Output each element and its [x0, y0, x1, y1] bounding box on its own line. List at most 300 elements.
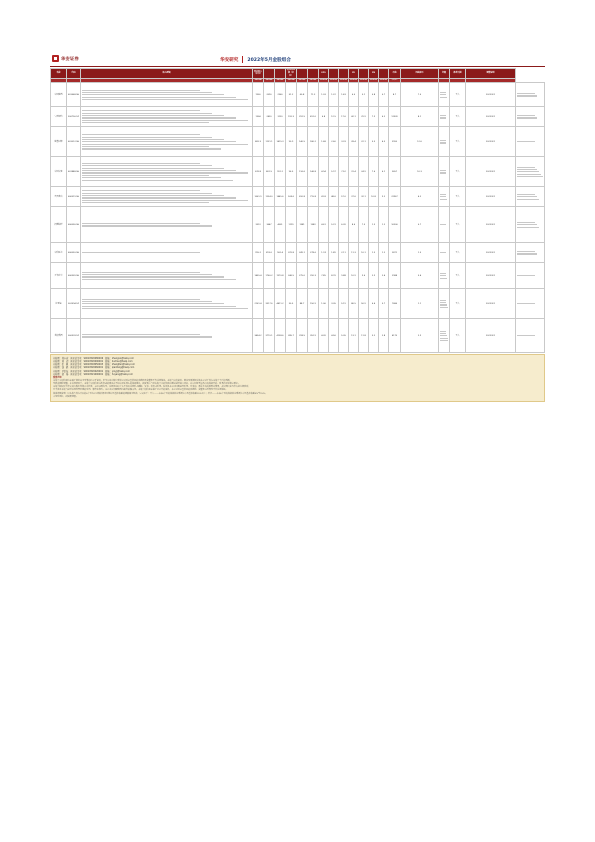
metric-cell: 7.9	[369, 107, 379, 127]
stock-code: 002594.SZ	[67, 289, 81, 319]
recommend-date: 2022/5/1	[466, 207, 516, 243]
metric-cell: 90.9	[286, 127, 297, 157]
change-note	[516, 107, 545, 127]
metric-cell: 2.9	[401, 319, 439, 353]
header-cell	[339, 69, 349, 79]
stock-name: 美的集团	[51, 319, 67, 353]
header-cell	[264, 69, 275, 79]
text-line	[82, 193, 213, 194]
text-line	[82, 252, 201, 253]
core-logic	[81, 187, 253, 207]
text-line	[440, 172, 447, 173]
text-line	[440, 92, 446, 93]
text-line	[440, 302, 447, 303]
metric-cell: 8.7	[389, 83, 401, 107]
metric-cell: 8.6	[349, 207, 359, 243]
risk-note	[439, 319, 450, 353]
metric-cell: 1.03	[319, 83, 329, 107]
subheader-cell: （亿元）	[390, 79, 399, 82]
metric-cell: 3770.1	[264, 319, 275, 353]
metric-cell: 7.5	[359, 207, 369, 243]
analyst-line: 分析师：胡 杨 执业证书号：S0010521090001 邮箱：huyang@hazq.com	[53, 372, 133, 376]
risk-note	[439, 127, 450, 157]
table-row	[51, 207, 545, 243]
header-cell: 风险提示	[401, 69, 439, 79]
text-line	[82, 117, 237, 118]
metric-cell: 1.1	[401, 289, 439, 319]
metric-cell: 1381	[297, 207, 308, 243]
subheader-cell: 2023E	[340, 79, 347, 82]
core-logic	[81, 319, 253, 353]
metric-cell: 8.76	[329, 263, 339, 289]
metric-cell: 1970.8	[275, 263, 286, 289]
stock-name: 比亚迪	[51, 289, 67, 319]
text-line	[82, 180, 233, 181]
metric-cell: 1061.9	[253, 187, 264, 207]
metric-cell: 3.05	[329, 289, 339, 319]
metric-cell: 2090	[264, 83, 275, 107]
stock-table	[50, 68, 545, 353]
text-line	[82, 139, 225, 140]
metric-cell: 140.5	[297, 127, 308, 157]
text-line	[517, 275, 536, 276]
metric-cell: 2.11	[339, 243, 349, 263]
metric-cell: 1.74	[319, 243, 329, 263]
text-line	[82, 172, 248, 173]
disclaimer-line: 市场有风险，投资需谨慎。	[53, 395, 78, 398]
text-line	[517, 95, 538, 96]
core-logic	[81, 243, 253, 263]
metric-cell: 3657	[389, 157, 401, 187]
table-row	[51, 107, 545, 127]
metric-cell: 7.0	[401, 83, 439, 107]
table-header-row-1	[51, 69, 545, 79]
stock-code: 600519.SH	[67, 187, 81, 207]
core-logic	[81, 157, 253, 187]
subheader-cell: 2022E	[330, 79, 337, 82]
text-line	[517, 194, 536, 195]
text-line	[82, 301, 213, 302]
recommend-date: 2022/5/1	[466, 107, 516, 127]
text-line	[517, 253, 538, 254]
text-line	[82, 148, 221, 149]
metric-cell: 10.1	[359, 243, 369, 263]
report-title	[220, 56, 291, 63]
text-line	[440, 278, 447, 279]
metric-cell: 5.97	[329, 157, 339, 187]
analyst-line: 分析师：尹沿技 执业证书号：S0010520020001 邮箱：yinyj@hazq.com	[53, 369, 130, 373]
header-cell: 推荐日期	[450, 69, 466, 79]
metric-cell: 1900	[253, 83, 264, 107]
report-footer	[50, 354, 545, 401]
metric-cell: 2.9	[369, 263, 379, 289]
metric-cell: 6.0	[349, 83, 359, 107]
text-line	[517, 117, 538, 118]
text-line	[82, 137, 213, 138]
stock-name: 招商银行	[51, 207, 67, 243]
metric-cell: 813.0	[264, 243, 275, 263]
header-cell: 营业收入（亿元）	[253, 69, 264, 79]
disclaimer-title: 重要声明：	[53, 377, 64, 380]
text-line	[82, 197, 237, 198]
text-line	[82, 144, 248, 145]
metric-cell: 1.5	[401, 243, 439, 263]
metric-cell: 4.09	[319, 319, 329, 353]
rating: 买入	[450, 243, 466, 263]
metric-cell: 1199	[286, 207, 297, 243]
metric-cell: 246.5	[286, 263, 297, 289]
change-note	[516, 263, 545, 289]
metric-cell: 1304	[253, 107, 264, 127]
text-line	[82, 163, 201, 164]
recommend-date: 2022/5/1	[466, 263, 516, 289]
text-line	[82, 177, 221, 178]
table-row	[51, 157, 545, 187]
metric-cell: 318.5	[297, 319, 308, 353]
metric-cell: 1.22	[329, 83, 339, 107]
metric-cell: 32.1	[359, 187, 369, 207]
core-logic	[81, 107, 253, 127]
rating: 买入	[450, 83, 466, 107]
metric-cell: 809.3	[253, 127, 264, 157]
metric-cell: 1445.6	[275, 187, 286, 207]
metric-cell: 278.6	[308, 243, 319, 263]
recommend-date: 2022/5/1	[466, 157, 516, 187]
disclaimer-line: 且不得对本报告进行任何有悖原意的引用、删节和修改。本公司在知晓范围内履行披露义务。本报告的信息来源于已公开的资料，本公司对这些信息的准确性、完整性或可靠性不作任何保证。	[53, 389, 228, 392]
metric-cell: 2.60	[329, 127, 339, 157]
rating: 买入	[450, 157, 466, 187]
metric-cell: 1.89	[329, 243, 339, 263]
metric-cell: 41.8	[319, 187, 329, 207]
title-divider	[242, 56, 243, 63]
text-line	[82, 272, 201, 273]
metric-cell: 50.9	[359, 289, 369, 319]
disclaimer-line: 投资评级说明：以本报告发布日后的6个月内公司股价相对同期市场基准指数的涨跌幅为标准，定义如下：买入——未来6个月的投资收益率领先市场基准指数15%以上；增持——未来6个月的投资收益率领先市场基准指数5%至15%。	[53, 392, 267, 395]
rating: 买入	[450, 289, 466, 319]
metric-cell: 12.6	[401, 127, 439, 157]
metric-cell: 310.3	[308, 263, 319, 289]
metric-cell: 1.06	[319, 289, 329, 319]
text-line	[82, 122, 209, 123]
risk-note	[439, 187, 450, 207]
text-line	[82, 141, 237, 142]
text-line	[517, 93, 536, 94]
metric-cell: 352.9	[308, 319, 319, 353]
header-cell: 归母净利润（亿元）	[286, 69, 295, 77]
change-note	[516, 83, 545, 107]
stock-code: 600309.SH	[67, 263, 81, 289]
metric-cell: 991.2	[275, 157, 286, 187]
metric-cell: 2871	[389, 243, 401, 263]
rating: 买入	[450, 207, 466, 243]
stock-name: 万华化学	[51, 263, 67, 289]
recommend-date: 2022/5/1	[466, 127, 516, 157]
metric-cell: 1.68	[319, 127, 329, 157]
text-line	[82, 113, 213, 114]
metric-cell: 29.9	[359, 107, 369, 127]
metric-cell: 6.09	[339, 207, 349, 243]
metric-cell: 4.94	[319, 157, 329, 187]
text-line	[82, 223, 201, 224]
text-line	[82, 115, 225, 116]
metric-cell: 275.0	[297, 263, 308, 289]
text-line	[517, 174, 541, 175]
metric-cell: 10200	[389, 207, 401, 243]
metric-cell: 12.5	[329, 107, 339, 127]
rating: 买入	[450, 319, 466, 353]
metric-cell: 9.88	[339, 263, 349, 289]
metric-cell: 4.3	[379, 127, 389, 157]
table-body	[51, 83, 545, 353]
metric-cell: 765.2	[253, 243, 264, 263]
text-line	[82, 279, 237, 280]
metric-cell: 22967	[389, 187, 401, 207]
table-row	[51, 243, 545, 263]
text-line	[440, 115, 446, 116]
core-logic	[81, 263, 253, 289]
stock-code: 601012.SH	[67, 127, 81, 157]
recommend-date: 2022/5/1	[466, 243, 516, 263]
metric-cell: 57.0	[339, 187, 349, 207]
text-line	[440, 252, 446, 253]
text-line	[82, 175, 209, 176]
metric-cell: 3120	[275, 107, 286, 127]
text-line	[517, 335, 536, 336]
text-line	[517, 303, 536, 304]
rating: 买入	[450, 107, 466, 127]
header-cell: EPS	[319, 69, 329, 79]
text-line	[440, 275, 447, 276]
metric-cell: 7.85	[319, 263, 329, 289]
metric-cell: 3.33	[339, 127, 349, 157]
recommend-date: 2022/5/1	[466, 83, 516, 107]
header-cell: 评级	[439, 69, 450, 79]
metric-cell: 249.1	[297, 243, 308, 263]
metric-cell: 8.1	[401, 107, 439, 127]
text-line	[82, 274, 213, 275]
metric-cell: 1415.3	[275, 127, 286, 157]
metric-cell: 6.1	[379, 157, 389, 187]
subheader-cell: 2021A	[319, 79, 328, 82]
metric-cell: 116.6	[297, 157, 308, 187]
text-line	[82, 334, 201, 335]
text-line	[517, 115, 536, 116]
text-line	[82, 225, 213, 226]
table-row	[51, 319, 545, 353]
subheader-cell: 2023E	[380, 79, 387, 82]
metric-cell: 86.5	[349, 289, 359, 319]
subheader-cell: 2021A	[254, 79, 262, 82]
brand-logo-text: 华安证券	[61, 55, 79, 61]
metric-cell: 6.2	[379, 107, 389, 127]
metric-cell: 88.7	[297, 289, 308, 319]
risk-note	[439, 83, 450, 107]
table-row	[51, 289, 545, 319]
metric-cell: 13.1	[349, 319, 359, 353]
metric-cell: 292.5	[297, 107, 308, 127]
change-note	[516, 289, 545, 319]
text-line	[82, 94, 225, 95]
subheader-cell: 2022E	[350, 79, 357, 82]
stock-code: 601668.SH	[67, 83, 81, 107]
metric-cell: 11.8	[359, 319, 369, 353]
subheader-cell: 2022E	[370, 79, 377, 82]
stock-name: 宁德时代	[51, 107, 67, 127]
text-line	[440, 142, 447, 143]
change-note	[516, 319, 545, 353]
text-line	[440, 94, 447, 95]
disclaimer-line: 本报告版权仅为华安证券股份有限公司所有，未经书面许可，任何机构和个人不得以任何形式翻版、复制、发表或引用。如征得本公司同意进行引用、刊发的，需在允许的范围内使用，并注明出处为华安证券研究所，	[53, 386, 251, 389]
recommend-date: 2022/5/1	[466, 187, 516, 207]
text-line	[82, 92, 213, 93]
text-line	[517, 224, 538, 225]
metric-cell: 22.1	[359, 127, 369, 157]
text-line	[82, 195, 225, 196]
text-line	[82, 110, 201, 111]
metric-cell: 1.43	[339, 83, 349, 107]
metric-cell: 4411.2	[275, 289, 286, 319]
text-line	[517, 227, 540, 228]
metric-cell: 146.8	[308, 157, 319, 187]
text-line	[517, 222, 536, 223]
text-line	[82, 299, 201, 300]
metric-cell: 30.5	[286, 289, 297, 319]
text-line	[82, 99, 248, 100]
change-note	[516, 207, 545, 243]
text-line	[440, 140, 446, 141]
text-line	[440, 170, 446, 171]
report-title-main: 华安研究	[220, 57, 239, 63]
metric-cell: 2988	[389, 263, 401, 289]
subheader-cell: 2023E	[275, 78, 286, 83]
stock-name: 中信证券	[51, 243, 67, 263]
text-line	[82, 168, 225, 169]
metric-cell: 1.2	[379, 243, 389, 263]
analyst-line: 分析师：郑小霞 执业证书号：S0010520080006 邮箱：zhengxx@hazq.com	[53, 356, 134, 360]
text-line	[440, 196, 447, 197]
risk-note	[439, 263, 450, 289]
risk-note	[439, 107, 450, 127]
metric-cell: 6.8	[319, 107, 329, 127]
metric-cell: 285.7	[286, 319, 297, 353]
metric-cell: 7.52	[339, 157, 349, 187]
metric-cell: 0.7	[401, 207, 439, 243]
metric-cell: 229.8	[286, 243, 297, 263]
text-line	[517, 251, 536, 252]
metric-cell: 3647	[264, 207, 275, 243]
header-cell	[359, 69, 369, 79]
text-line	[440, 331, 446, 332]
text-line	[82, 90, 201, 91]
metric-cell: 5.1	[359, 83, 369, 107]
text-line	[440, 300, 446, 301]
disclaimer-line: 本报告中的信息均来源于我们认为可靠的已公开资料，但华安证券股份有限公司对这些信息的准确性及完整性不作任何保证。本报告中的资料、意见及预测仅反映本公司于发布本报告当日的判断，	[53, 380, 232, 383]
metric-cell: 1.3	[369, 243, 379, 263]
report-title-sub: 2022年5月金股组合	[247, 57, 291, 63]
change-note	[516, 157, 545, 187]
stock-name: 中国建筑	[51, 83, 67, 107]
metric-cell: 60.8	[297, 83, 308, 107]
stock-code: 601888.SH	[67, 157, 81, 187]
header-cell: 核心逻辑	[81, 69, 253, 79]
metric-cell: 28.4	[349, 127, 359, 157]
metric-cell: 4001	[275, 207, 286, 243]
metric-cell: 11.3	[349, 243, 359, 263]
text-line	[440, 335, 447, 336]
text-line	[440, 304, 447, 305]
subheader-cell: 2022E	[264, 78, 275, 83]
analyst-line: 分析师：刘 超 执业证书号：S0010520090001 邮箱：liuchao@hazq.com	[53, 360, 133, 364]
metric-cell: 4.61	[319, 207, 329, 243]
metric-cell: 3313	[253, 207, 264, 243]
metric-cell: 902.4	[275, 243, 286, 263]
stock-code: 300750.SZ	[67, 107, 81, 127]
text-line	[82, 120, 248, 121]
metric-cell: 715.8	[308, 187, 319, 207]
metric-cell: 5.05	[339, 319, 349, 353]
text-line	[82, 146, 209, 147]
header-cell	[297, 69, 308, 79]
text-line	[517, 176, 543, 177]
metric-cell: 3317.6	[264, 289, 275, 319]
change-note	[516, 243, 545, 263]
text-line	[517, 141, 536, 142]
core-logic	[81, 83, 253, 107]
text-line	[517, 199, 540, 200]
metric-cell: 180.2	[308, 127, 319, 157]
metric-cell: 5.7	[379, 289, 389, 319]
subheader-cell: 2023E	[360, 79, 367, 82]
metric-cell: 24.9	[359, 157, 369, 187]
metric-cell: 5.19	[339, 289, 349, 319]
rating: 买入	[450, 263, 466, 289]
subheader-cell: 2022E	[297, 78, 308, 83]
text-line	[82, 336, 213, 337]
metric-cell: 524.6	[286, 187, 297, 207]
text-line	[440, 340, 449, 341]
text-line	[440, 224, 446, 225]
metric-cell: 51.2	[286, 83, 297, 107]
text-line	[82, 134, 201, 135]
metric-cell: 6.4	[369, 289, 379, 319]
metric-cell: 3990	[389, 127, 401, 157]
table-row	[51, 83, 545, 107]
metric-cell: 37.6	[349, 187, 359, 207]
metric-cell: 42.1	[349, 107, 359, 127]
metric-cell: 1.2	[379, 207, 389, 243]
analyst-list	[53, 357, 542, 376]
metric-cell: 31.4	[349, 157, 359, 187]
risk-note	[439, 243, 450, 263]
header-cell	[329, 69, 339, 79]
stock-code: 000333.SZ	[67, 319, 81, 353]
subheader-cell: 2023E	[308, 78, 319, 83]
text-line	[517, 196, 538, 197]
stock-name: 隆基绿能	[51, 127, 67, 157]
metric-cell: 5.3	[369, 127, 379, 157]
change-note	[516, 187, 545, 207]
text-line	[517, 167, 536, 168]
rating: 买入	[450, 187, 466, 207]
metric-cell: 71.3	[308, 83, 319, 107]
text-line	[82, 165, 213, 166]
stock-name: 中国中免	[51, 157, 67, 187]
metric-cell: 3.2	[369, 319, 379, 353]
analyst-line: 分析师：张 帆 执业证书号：S0010518050003 邮箱：zhangfan@hazq.com	[53, 363, 135, 367]
metric-cell: 4.2	[401, 187, 439, 207]
metric-cell: 10.8	[369, 187, 379, 207]
risk-note	[439, 289, 450, 319]
